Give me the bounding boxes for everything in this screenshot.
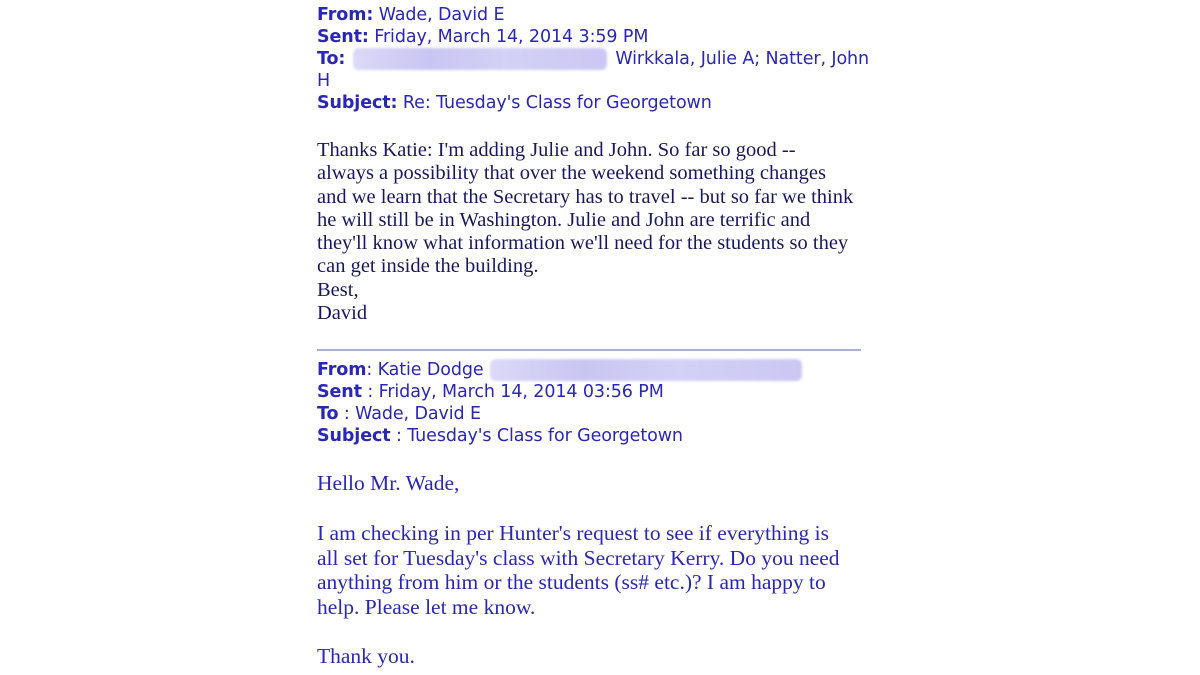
email-chain [317, 4, 877, 669]
closing: Thank you. [317, 644, 415, 669]
body-line: and we learn that the Secretary has to travel -- but so far we think [317, 185, 854, 208]
body-line: help. Please let me know. [317, 594, 536, 619]
from-value: Wade, David E [378, 5, 505, 25]
body-line: he will still be in Washington. Julie and John are terrific and [317, 208, 811, 231]
to-row [317, 48, 877, 70]
subject-value: Re: Tuesday's Class for Georgetown [402, 93, 712, 113]
subject-row [317, 425, 877, 447]
body-line: Thanks Katie: I'm adding Julie and John. So far so good -- [317, 139, 796, 161]
from-row [317, 359, 877, 381]
body-line: they'll know what information we'll need for the students so they [317, 232, 849, 255]
from-value: : Katie Dodge [366, 360, 484, 381]
message1-body [317, 139, 877, 325]
sent-label: Sent: [317, 27, 369, 47]
greeting: Hello Mr. Wade, [317, 471, 460, 496]
to-value: Wirkkala, Julie A; Natter, John [615, 49, 870, 69]
sent-row [317, 381, 877, 403]
message2-body [317, 471, 877, 669]
body-line: anything from him or the students (ss# etc.)? I am happy to [317, 570, 826, 595]
from-label: From [317, 360, 367, 381]
subject-row [317, 92, 877, 114]
redacted-sender-email [490, 359, 802, 381]
to-row [317, 403, 877, 425]
body-line: always a possibility that over the weekend something changes [317, 162, 826, 185]
sent-value: : Friday, March 14, 2014 03:56 PM [367, 382, 664, 403]
message1-header [317, 4, 877, 114]
from-label: From: [317, 5, 374, 25]
to-label: To [317, 404, 339, 425]
subject-value: : Tuesday's Class for Georgetown [395, 426, 683, 447]
to-label: To: [317, 49, 346, 69]
from-row [317, 4, 877, 26]
message-divider [317, 349, 861, 351]
sent-row [317, 26, 877, 48]
sent-value: Friday, March 14, 2014 3:59 PM [374, 27, 649, 47]
body-line: I am checking in per Hunter's request to see if everything is [317, 520, 829, 545]
to-value: : Wade, David E [343, 404, 481, 425]
body-line: all set for Tuesday's class with Secretary Kerry. Do you need [317, 545, 840, 570]
signature: David [317, 302, 368, 325]
body-line: can get inside the building. [317, 255, 539, 278]
message2-header [317, 359, 877, 447]
subject-label: Subject: [317, 93, 398, 113]
sent-label: Sent [317, 382, 362, 403]
to-row-continued [317, 70, 877, 92]
sign-off: Best, [317, 278, 359, 301]
subject-label: Subject [317, 426, 391, 447]
redacted-recipient [353, 48, 607, 70]
to-value-continued: H [317, 71, 331, 91]
